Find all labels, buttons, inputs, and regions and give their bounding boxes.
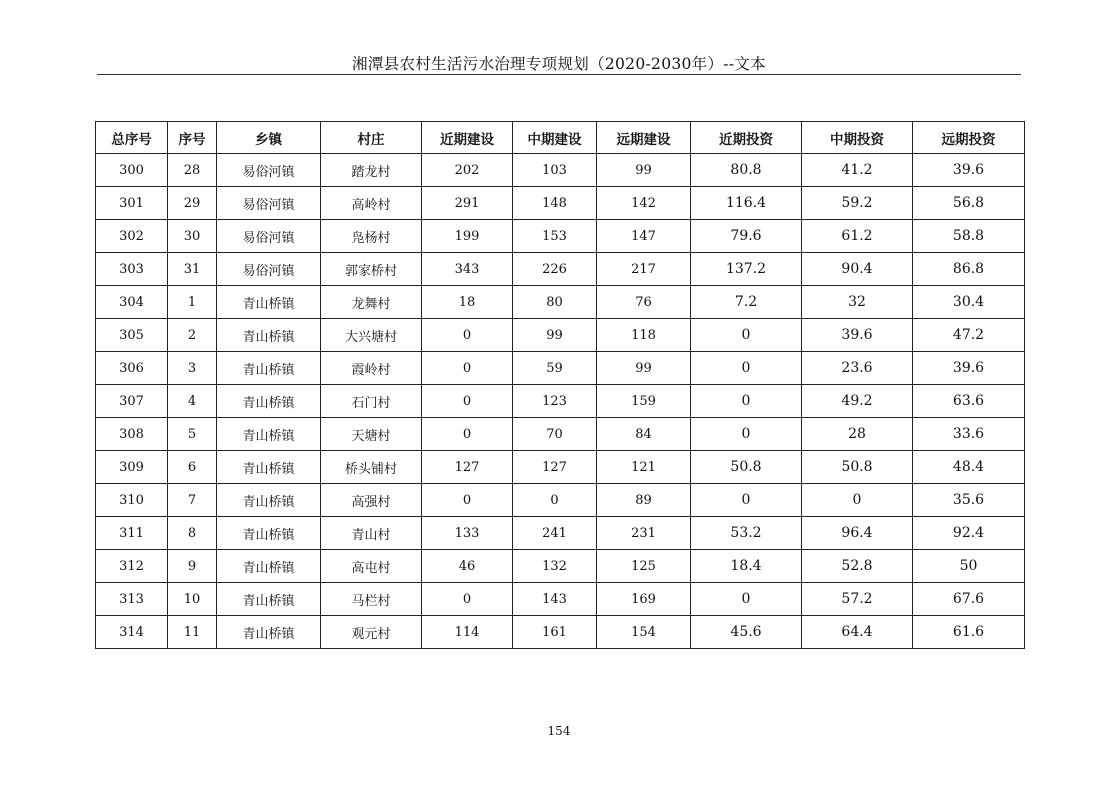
cell-long-term-investment: 48.4 [913, 451, 1025, 484]
cell-township: 青山桥镇 [217, 517, 321, 550]
cell-village: 凫杨村 [321, 220, 422, 253]
cell-township: 青山桥镇 [217, 319, 321, 352]
cell-near-term-investment: 0 [691, 319, 802, 352]
cell-near-term-construction: 343 [422, 253, 513, 286]
cell-long-term-investment: 50 [913, 550, 1025, 583]
cell-index: 9 [168, 550, 217, 583]
cell-index: 2 [168, 319, 217, 352]
cell-long-term-construction: 125 [597, 550, 691, 583]
cell-long-term-construction: 99 [597, 352, 691, 385]
header-near-term-investment: 近期投资 [691, 122, 802, 154]
cell-township: 青山桥镇 [217, 484, 321, 517]
cell-total-index: 311 [96, 517, 168, 550]
table-row [96, 550, 1025, 583]
cell-total-index: 309 [96, 451, 168, 484]
cell-near-term-construction: 0 [422, 319, 513, 352]
cell-near-term-construction: 0 [422, 352, 513, 385]
cell-near-term-construction: 0 [422, 418, 513, 451]
cell-long-term-investment: 39.6 [913, 352, 1025, 385]
cell-long-term-construction: 147 [597, 220, 691, 253]
cell-township: 易俗河镇 [217, 187, 321, 220]
header-mid-term-investment: 中期投资 [802, 122, 913, 154]
cell-village: 高岭村 [321, 187, 422, 220]
cell-village: 高屯村 [321, 550, 422, 583]
cell-near-term-investment: 0 [691, 352, 802, 385]
cell-long-term-investment: 33.6 [913, 418, 1025, 451]
cell-mid-term-construction: 153 [513, 220, 597, 253]
cell-long-term-investment: 92.4 [913, 517, 1025, 550]
cell-total-index: 313 [96, 583, 168, 616]
table-row [96, 154, 1025, 187]
cell-village: 龙舞村 [321, 286, 422, 319]
cell-index: 7 [168, 484, 217, 517]
cell-mid-term-investment: 0 [802, 484, 913, 517]
cell-long-term-investment: 86.8 [913, 253, 1025, 286]
cell-near-term-investment: 50.8 [691, 451, 802, 484]
village-sewage-table [95, 121, 1025, 649]
cell-index: 8 [168, 517, 217, 550]
cell-index: 30 [168, 220, 217, 253]
cell-village: 天塘村 [321, 418, 422, 451]
cell-near-term-construction: 127 [422, 451, 513, 484]
cell-mid-term-construction: 127 [513, 451, 597, 484]
cell-township: 青山桥镇 [217, 583, 321, 616]
cell-mid-term-investment: 39.6 [802, 319, 913, 352]
table-row [96, 517, 1025, 550]
cell-near-term-construction: 133 [422, 517, 513, 550]
table-header [96, 122, 1025, 154]
header-divider [97, 74, 1021, 75]
cell-index: 31 [168, 253, 217, 286]
cell-mid-term-construction: 0 [513, 484, 597, 517]
table-row [96, 220, 1025, 253]
table-row [96, 385, 1025, 418]
cell-long-term-construction: 84 [597, 418, 691, 451]
cell-long-term-investment: 56.8 [913, 187, 1025, 220]
cell-village: 青山村 [321, 517, 422, 550]
cell-near-term-investment: 18.4 [691, 550, 802, 583]
cell-township: 青山桥镇 [217, 352, 321, 385]
cell-mid-term-investment: 61.2 [802, 220, 913, 253]
cell-long-term-construction: 142 [597, 187, 691, 220]
cell-near-term-construction: 0 [422, 484, 513, 517]
cell-long-term-construction: 154 [597, 616, 691, 649]
cell-long-term-investment: 30.4 [913, 286, 1025, 319]
cell-near-term-investment: 79.6 [691, 220, 802, 253]
table-row [96, 352, 1025, 385]
cell-mid-term-investment: 90.4 [802, 253, 913, 286]
cell-mid-term-investment: 96.4 [802, 517, 913, 550]
cell-mid-term-investment: 41.2 [802, 154, 913, 187]
cell-mid-term-construction: 80 [513, 286, 597, 319]
cell-near-term-construction: 291 [422, 187, 513, 220]
cell-mid-term-investment: 52.8 [802, 550, 913, 583]
cell-total-index: 314 [96, 616, 168, 649]
cell-township: 易俗河镇 [217, 220, 321, 253]
cell-near-term-investment: 53.2 [691, 517, 802, 550]
cell-total-index: 300 [96, 154, 168, 187]
cell-village: 踏龙村 [321, 154, 422, 187]
cell-near-term-investment: 0 [691, 385, 802, 418]
cell-long-term-construction: 159 [597, 385, 691, 418]
cell-total-index: 312 [96, 550, 168, 583]
cell-village: 高强村 [321, 484, 422, 517]
cell-long-term-construction: 99 [597, 154, 691, 187]
cell-index: 1 [168, 286, 217, 319]
header-township: 乡镇 [217, 122, 321, 154]
cell-near-term-construction: 0 [422, 583, 513, 616]
cell-township: 青山桥镇 [217, 385, 321, 418]
table-row [96, 583, 1025, 616]
document-header-title: 湘潭县农村生活污水治理专项规划（2020-2030年）--文本 [352, 55, 766, 73]
cell-index: 6 [168, 451, 217, 484]
cell-near-term-construction: 46 [422, 550, 513, 583]
header-total-index: 总序号 [96, 122, 168, 154]
cell-mid-term-construction: 226 [513, 253, 597, 286]
cell-total-index: 303 [96, 253, 168, 286]
cell-mid-term-construction: 148 [513, 187, 597, 220]
cell-mid-term-investment: 50.8 [802, 451, 913, 484]
cell-index: 5 [168, 418, 217, 451]
cell-total-index: 310 [96, 484, 168, 517]
cell-township: 青山桥镇 [217, 451, 321, 484]
cell-long-term-construction: 118 [597, 319, 691, 352]
table-row [96, 253, 1025, 286]
cell-total-index: 304 [96, 286, 168, 319]
table-body [96, 154, 1025, 649]
cell-mid-term-investment: 49.2 [802, 385, 913, 418]
header-long-term-construction: 远期建设 [597, 122, 691, 154]
table-row [96, 286, 1025, 319]
cell-near-term-construction: 114 [422, 616, 513, 649]
cell-long-term-investment: 63.6 [913, 385, 1025, 418]
header-near-term-construction: 近期建设 [422, 122, 513, 154]
cell-mid-term-construction: 143 [513, 583, 597, 616]
header-index: 序号 [168, 122, 217, 154]
cell-near-term-investment: 116.4 [691, 187, 802, 220]
table-row [96, 418, 1025, 451]
cell-long-term-investment: 47.2 [913, 319, 1025, 352]
table-row [96, 451, 1025, 484]
cell-near-term-construction: 18 [422, 286, 513, 319]
cell-village: 马栏村 [321, 583, 422, 616]
cell-index: 10 [168, 583, 217, 616]
cell-long-term-construction: 76 [597, 286, 691, 319]
page-number: 154 [547, 724, 571, 738]
cell-total-index: 301 [96, 187, 168, 220]
cell-index: 3 [168, 352, 217, 385]
cell-mid-term-construction: 59 [513, 352, 597, 385]
cell-township: 易俗河镇 [217, 253, 321, 286]
cell-near-term-investment: 137.2 [691, 253, 802, 286]
cell-near-term-investment: 0 [691, 418, 802, 451]
cell-village: 郭家桥村 [321, 253, 422, 286]
cell-village: 观元村 [321, 616, 422, 649]
cell-mid-term-construction: 103 [513, 154, 597, 187]
cell-near-term-investment: 0 [691, 583, 802, 616]
cell-total-index: 308 [96, 418, 168, 451]
cell-long-term-construction: 121 [597, 451, 691, 484]
header-long-term-investment: 远期投资 [913, 122, 1025, 154]
cell-village: 桥头铺村 [321, 451, 422, 484]
cell-near-term-investment: 0 [691, 484, 802, 517]
cell-long-term-investment: 35.6 [913, 484, 1025, 517]
cell-long-term-investment: 67.6 [913, 583, 1025, 616]
cell-township: 青山桥镇 [217, 550, 321, 583]
cell-long-term-investment: 58.8 [913, 220, 1025, 253]
cell-mid-term-investment: 28 [802, 418, 913, 451]
cell-index: 28 [168, 154, 217, 187]
cell-mid-term-construction: 241 [513, 517, 597, 550]
cell-near-term-construction: 199 [422, 220, 513, 253]
cell-village: 石门村 [321, 385, 422, 418]
cell-mid-term-construction: 123 [513, 385, 597, 418]
table-row [96, 187, 1025, 220]
cell-long-term-construction: 89 [597, 484, 691, 517]
cell-near-term-investment: 80.8 [691, 154, 802, 187]
cell-mid-term-investment: 32 [802, 286, 913, 319]
cell-mid-term-investment: 59.2 [802, 187, 913, 220]
table-header-row [96, 122, 1025, 154]
cell-long-term-investment: 61.6 [913, 616, 1025, 649]
cell-township: 青山桥镇 [217, 286, 321, 319]
cell-mid-term-construction: 99 [513, 319, 597, 352]
cell-village: 霞岭村 [321, 352, 422, 385]
cell-township: 易俗河镇 [217, 154, 321, 187]
cell-near-term-investment: 45.6 [691, 616, 802, 649]
cell-near-term-construction: 202 [422, 154, 513, 187]
cell-village: 大兴塘村 [321, 319, 422, 352]
cell-long-term-construction: 217 [597, 253, 691, 286]
table-row [96, 484, 1025, 517]
cell-total-index: 305 [96, 319, 168, 352]
cell-near-term-investment: 7.2 [691, 286, 802, 319]
cell-long-term-investment: 39.6 [913, 154, 1025, 187]
cell-township: 青山桥镇 [217, 616, 321, 649]
cell-index: 29 [168, 187, 217, 220]
cell-long-term-construction: 231 [597, 517, 691, 550]
cell-index: 11 [168, 616, 217, 649]
cell-mid-term-investment: 23.6 [802, 352, 913, 385]
header-village: 村庄 [321, 122, 422, 154]
cell-index: 4 [168, 385, 217, 418]
table-row [96, 319, 1025, 352]
cell-total-index: 302 [96, 220, 168, 253]
cell-township: 青山桥镇 [217, 418, 321, 451]
cell-near-term-construction: 0 [422, 385, 513, 418]
cell-mid-term-construction: 70 [513, 418, 597, 451]
cell-mid-term-investment: 57.2 [802, 583, 913, 616]
cell-long-term-construction: 169 [597, 583, 691, 616]
cell-total-index: 307 [96, 385, 168, 418]
cell-mid-term-investment: 64.4 [802, 616, 913, 649]
cell-mid-term-construction: 161 [513, 616, 597, 649]
table-row [96, 616, 1025, 649]
cell-total-index: 306 [96, 352, 168, 385]
header-mid-term-construction: 中期建设 [513, 122, 597, 154]
cell-mid-term-construction: 132 [513, 550, 597, 583]
